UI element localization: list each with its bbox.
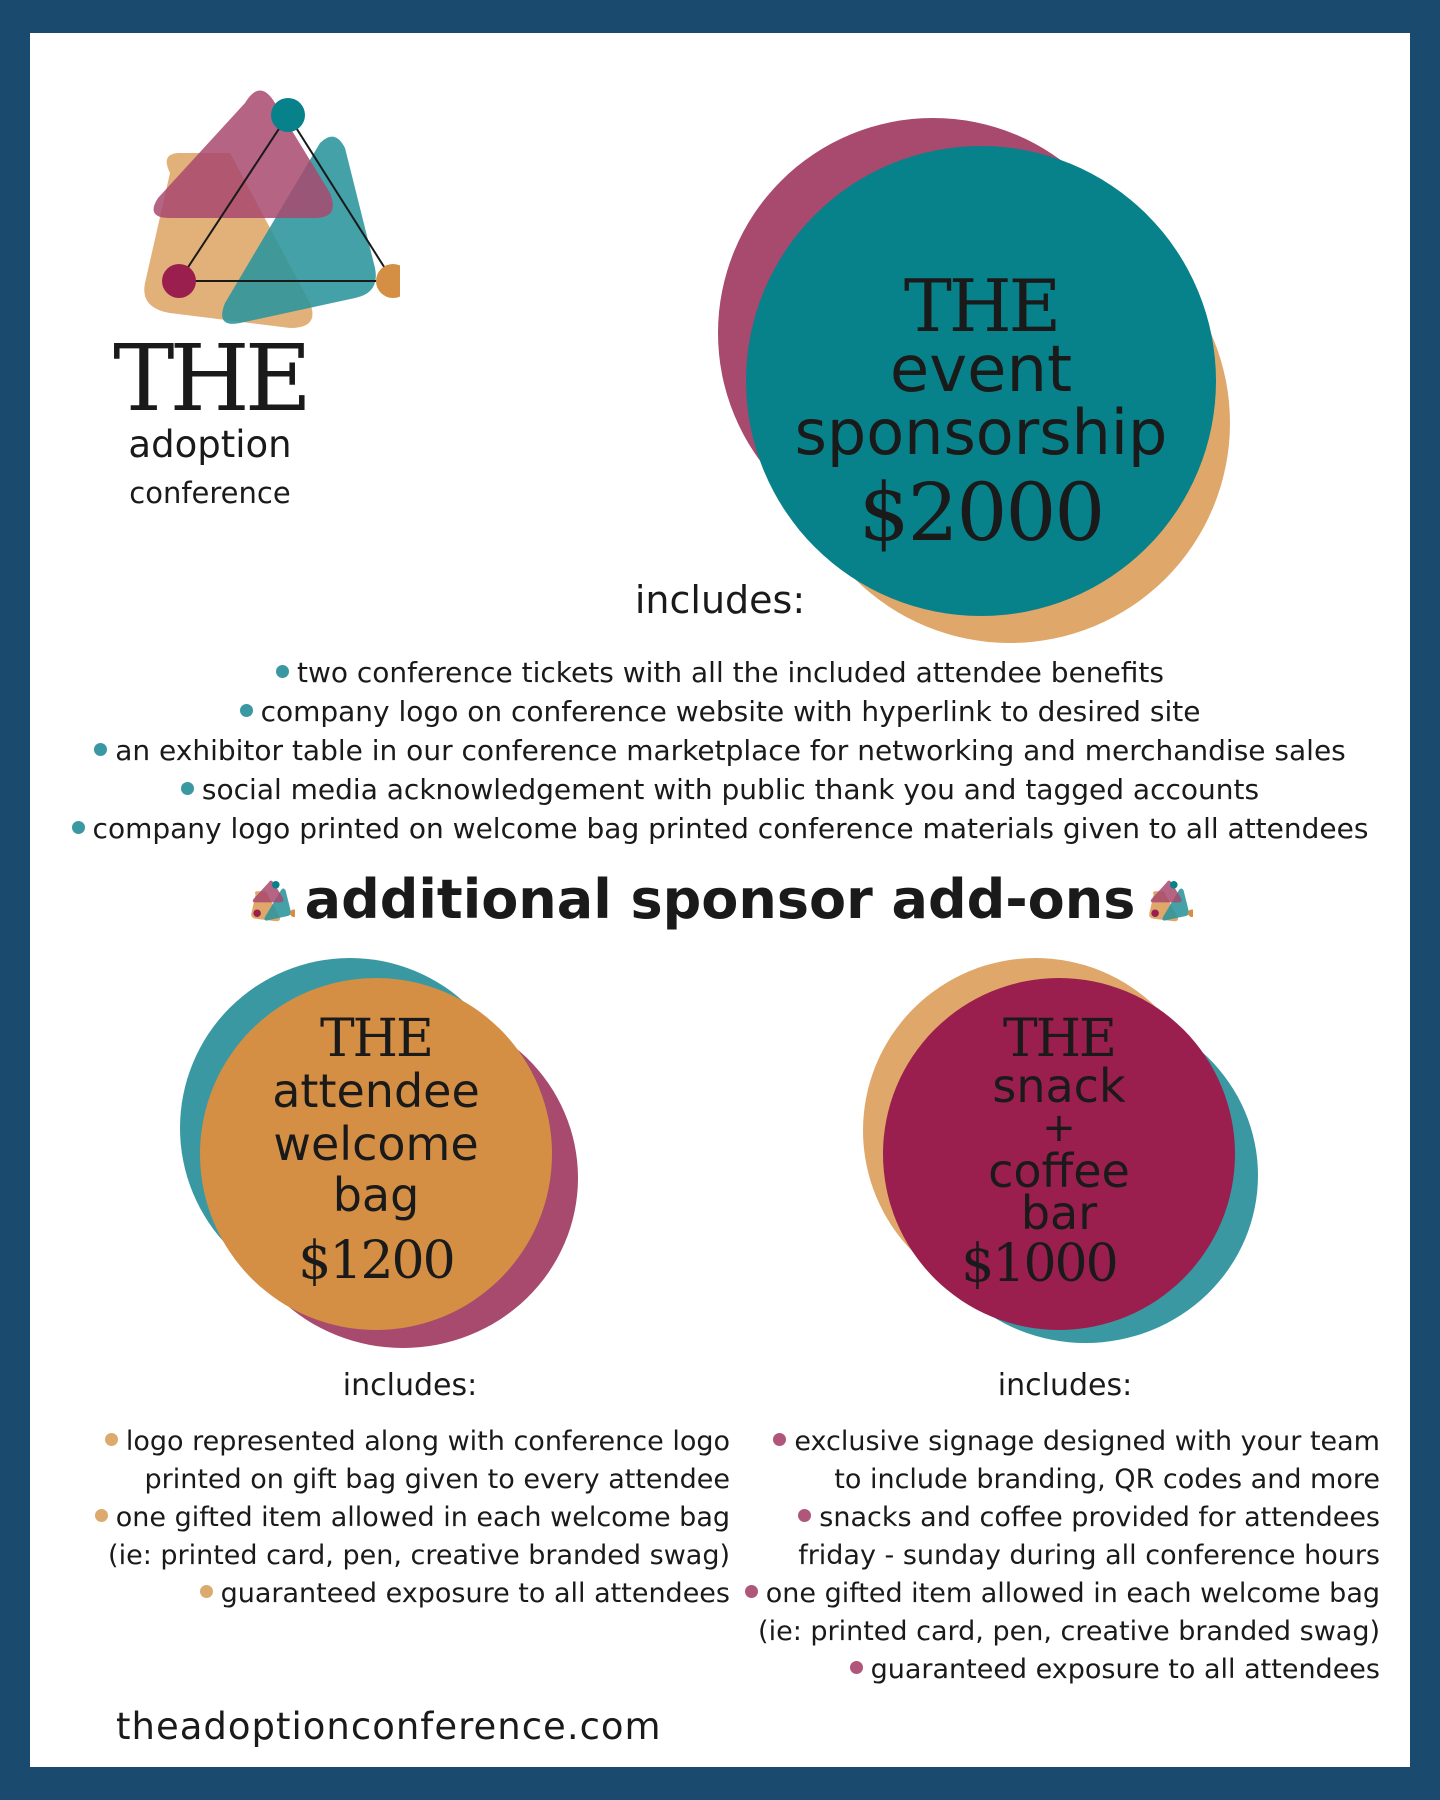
list-item: snacks and coffee provided for attendees xyxy=(730,1499,1380,1537)
addons-heading xyxy=(30,868,1410,931)
list-item: two conference tickets with all the included attendee benefits xyxy=(30,653,1410,692)
snack-bar-badge xyxy=(863,958,1263,1348)
logo-conference-text: conference xyxy=(129,476,291,510)
snack-benefits-list xyxy=(730,1423,1380,1689)
snack-line1: snack xyxy=(992,1059,1126,1113)
snack-line4: bar xyxy=(1020,1186,1098,1240)
list-item: one gifted item allowed in each welcome bag xyxy=(50,1499,730,1537)
event-the: THE xyxy=(903,264,1059,348)
conference-logo-icon xyxy=(120,53,400,343)
list-item: (ie: printed card, pen, creative branded swag) xyxy=(108,1540,730,1571)
snack-includes-label: includes: xyxy=(997,1368,1133,1403)
bullet-icon xyxy=(105,1433,118,1446)
logo-adoption-text: adoption xyxy=(128,423,292,466)
list-item: logo represented along with conference logo xyxy=(50,1423,730,1461)
snack-line2: + xyxy=(1042,1105,1076,1151)
bullet-icon xyxy=(798,1509,811,1522)
flyer-page xyxy=(30,33,1410,1767)
logo-the-text: THE xyxy=(113,325,307,432)
snack-line3: coffee xyxy=(988,1144,1130,1198)
bullet-icon xyxy=(773,1433,786,1446)
list-item: company logo printed on welcome bag printed conference materials given to all attendees xyxy=(30,809,1410,848)
mini-logo-icon xyxy=(1145,874,1193,924)
snack-price: $1000 xyxy=(961,1234,1117,1294)
mini-logo-icon xyxy=(247,874,295,924)
bag-the: THE xyxy=(320,1009,432,1069)
welcome-bag-badge xyxy=(180,958,580,1348)
bullet-icon xyxy=(181,782,194,795)
bag-line1: attendee xyxy=(272,1064,480,1118)
list-item: friday - sunday during all conference hours xyxy=(798,1540,1380,1571)
event-price: $2000 xyxy=(858,466,1104,559)
list-item: (ie: printed card, pen, creative branded swag) xyxy=(758,1616,1380,1647)
list-item: guaranteed exposure to all attendees xyxy=(50,1575,730,1613)
bullet-icon xyxy=(240,704,253,717)
bag-includes-label: includes: xyxy=(342,1368,478,1403)
event-includes-label: includes: xyxy=(634,578,806,622)
event-benefits-list xyxy=(30,653,1410,848)
bullet-icon xyxy=(72,821,85,834)
addons-heading-text: additional sponsor add-ons xyxy=(304,868,1136,931)
event-line1: event xyxy=(889,333,1073,407)
list-item: guaranteed exposure to all attendees xyxy=(730,1651,1380,1689)
bullet-icon xyxy=(850,1661,863,1674)
bullet-icon xyxy=(95,1509,108,1522)
list-item: company logo on conference website with hyperlink to desired site xyxy=(30,692,1410,731)
list-item: social media acknowledgement with public thank you and tagged accounts xyxy=(30,770,1410,809)
bullet-icon xyxy=(745,1585,758,1598)
snack-the: THE xyxy=(1003,1009,1115,1069)
bag-price: $1200 xyxy=(298,1231,454,1291)
list-item: an exhibitor table in our conference marketplace for networking and merchandise sales xyxy=(30,731,1410,770)
list-item: exclusive signage designed with your team xyxy=(730,1423,1380,1461)
bullet-icon xyxy=(200,1585,213,1598)
list-item: to include branding, QR codes and more xyxy=(834,1464,1380,1495)
list-item: one gifted item allowed in each welcome bag xyxy=(730,1575,1380,1613)
bullet-icon xyxy=(276,665,289,678)
bag-line3: bag xyxy=(332,1168,420,1222)
bullet-icon xyxy=(94,743,107,756)
bag-line2: welcome xyxy=(273,1117,479,1171)
event-line2: sponsorship xyxy=(794,396,1168,469)
website-url: theadoptionconference.com xyxy=(116,1705,662,1748)
bag-benefits-list xyxy=(50,1423,730,1613)
list-item: printed on gift bag given to every attendee xyxy=(144,1464,730,1495)
